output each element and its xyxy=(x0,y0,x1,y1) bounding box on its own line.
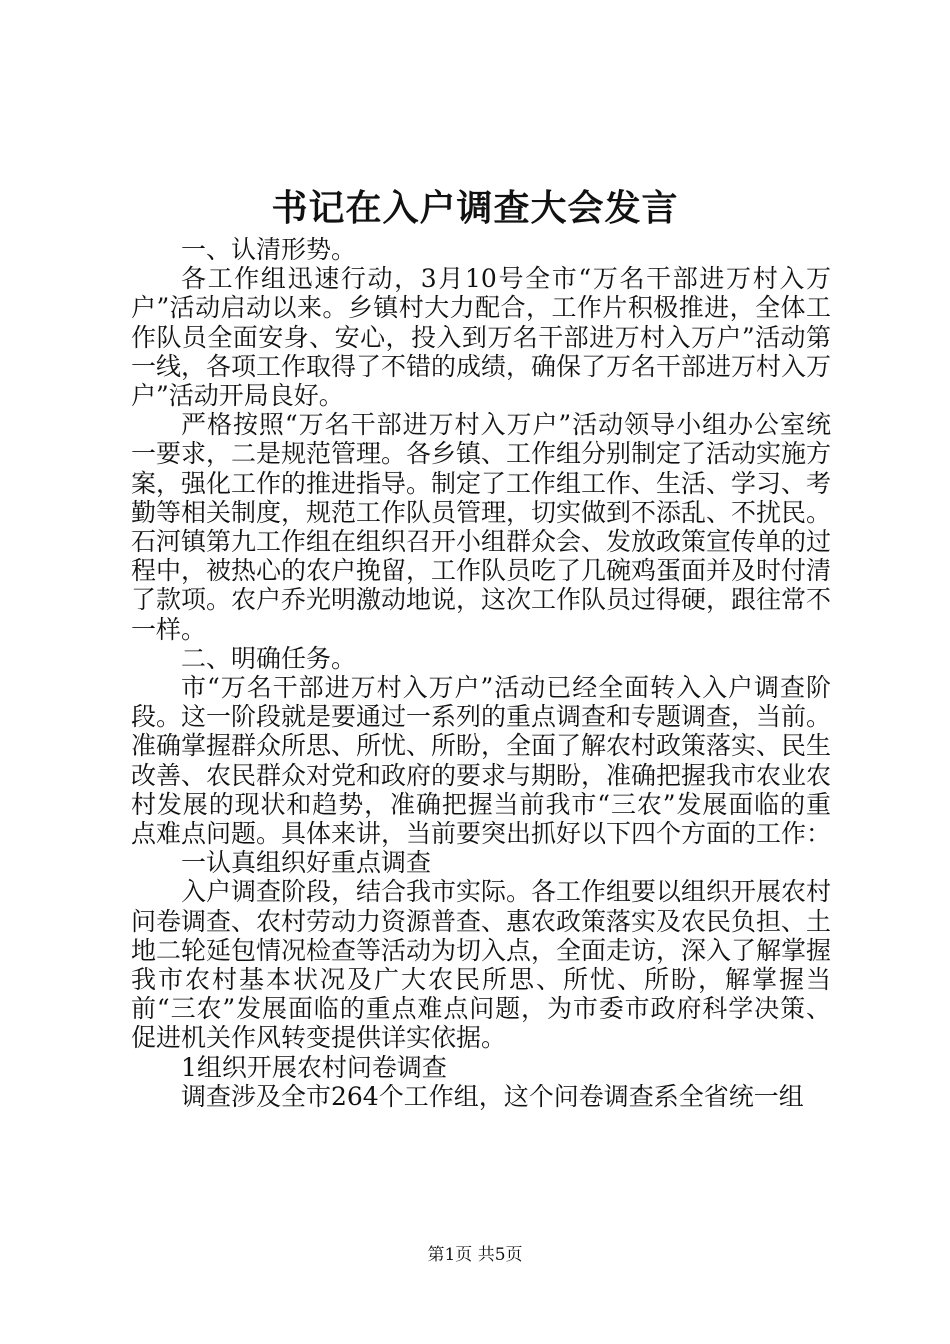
document-body xyxy=(131,235,831,1111)
paragraph: 各工作组迅速行动，3月10号全市“万名干部进万村入万户”活动启动以来。乡镇村大力配合，工作片积极推进，全体工作队员全面安身、安心，投入到万名干部进万村入万户”活动第一线，各项工作取得了不错的成绩，确保了万名干部进万村入万户”活动开局良好。 xyxy=(131,264,832,411)
paragraph: 调查涉及全市264个工作组，这个问卷调查系全省统一组 xyxy=(181,1081,804,1111)
section-heading: 一、认清形势。 xyxy=(181,235,357,264)
subsection-heading: 一认真组织好重点调查 xyxy=(181,848,432,878)
section-heading: 二、明确任务。 xyxy=(181,643,357,673)
document-title: 书记在入户调查大会发言 xyxy=(271,187,679,229)
subsection-heading: 1组织开展农村问卷调查 xyxy=(181,1052,447,1082)
page-footer: 第1页 共5页 xyxy=(427,1245,523,1265)
paragraph: 严格按照“万名干部进万村入万户”活动领导小组办公室统一要求，二是规范管理。各乡镇、工作组分别制定了活动实施方案，强化工作的推进指导。制定了工作组工作、生活、学习、考勤等相关制度，规范工作队员管理，切实做到不添乱、不扰民。石河镇第九工作组在组织召开小组群众会、发放政策宣传单的过程中，被热心的农户挽留，工作队员吃了几碗鸡蛋面并及时付清了款项。农户乔光明激动地说，这次工作队员过得硬，跟往常不一样。 xyxy=(131,410,832,644)
paragraph: 市“万名干部进万村入万户”活动已经全面转入入户调查阶段。这一阶段就是要通过一系列的重点调查和专题调查，当前。准确掌握群众所思、所忧、所盼，全面了解农村政策落实、民生改善、农民群众对党和政府的要求与期盼，准确把握我市农业农村发展的现状和趋势，准确把握当前我市“三农”发展面临的重点难点问题。具体来讲，当前要突出抓好以下四个方面的工作： xyxy=(131,673,832,849)
paragraph: 入户调查阶段，结合我市实际。各工作组要以组织开展农村问卷调查、农村劳动力资源普查、惠农政策落实及农民负担、土地二轮延包情况检查等活动为切入点，全面走访，深入了解掌握我市农村基本状况及广大农民所思、所忧、所盼，解掌握当前“三农”发展面临的重点难点问题，为市委市政府科学决策、促进机关作风转变提供详实依据。 xyxy=(131,877,832,1053)
